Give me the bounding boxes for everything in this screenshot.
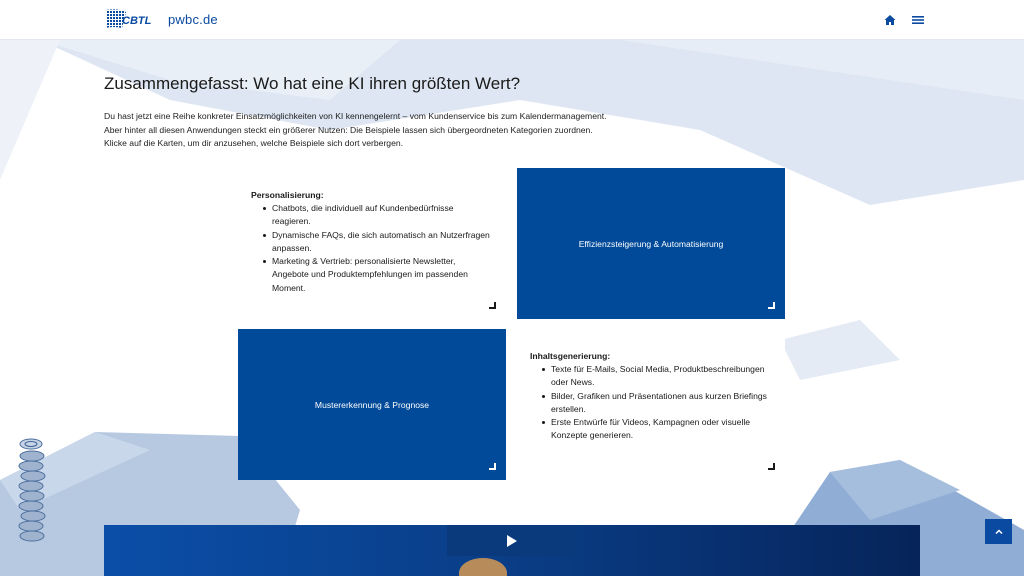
video-player[interactable]: [104, 525, 920, 576]
card-list: [530, 363, 771, 443]
coin-stack-icon: [18, 436, 46, 544]
logo-wordmark: CBTL: [122, 15, 152, 27]
intro-line: Klicke auf die Karten, um dir anzusehen, welche Beispiele sich dort verbergen.: [104, 138, 404, 148]
list-item: Bilder, Grafiken und Präsentationen aus kurzen Briefings erstellen.: [551, 390, 771, 417]
corner-arrow-icon: [489, 463, 496, 470]
corner-arrow-icon: [768, 463, 775, 470]
scroll-to-top-button[interactable]: [985, 519, 1012, 544]
intro-line: Aber hinter all diesen Anwendungen steckt ein größerer Nutzen: Die Beispiele lassen sich übergeordneten Kategorien zuordnen.: [104, 124, 593, 135]
card-inhaltsgenerierung[interactable]: [517, 329, 785, 480]
logo[interactable]: [104, 8, 218, 30]
card-mustererkennung[interactable]: [238, 329, 506, 480]
site-name[interactable]: pwbc.de: [168, 11, 218, 27]
chevron-up-icon: [994, 527, 1004, 537]
list-item: Erste Entwürfe für Videos, Kampagnen oder visuelle Konzepte generieren.: [551, 416, 771, 443]
menu-icon[interactable]: [910, 12, 926, 28]
card-title: Inhaltsgenerierung:: [530, 351, 611, 361]
play-icon: [506, 534, 518, 548]
site-header: [0, 0, 1024, 40]
card-title: Personalisierung:: [251, 190, 324, 200]
corner-arrow-icon: [489, 302, 496, 309]
page-title: Zusammengefasst: Wo hat eine KI ihren größten Wert?: [104, 74, 521, 93]
home-icon[interactable]: [882, 12, 898, 28]
play-button[interactable]: [447, 525, 577, 556]
card-list: [251, 202, 492, 295]
logo-icon: [104, 8, 154, 30]
card-title: Effizienzsteigerung & Automatisierung: [578, 238, 724, 249]
list-item: Marketing & Vertrieb: personalisierte Newsletter, Angebote und Produktempfehlungen im passenden Moment.: [272, 255, 492, 295]
card-effizienz[interactable]: [517, 168, 785, 319]
intro-section: [104, 74, 724, 151]
card-title: Mustererkennung & Prognose: [314, 399, 430, 410]
list-item: Texte für E-Mails, Social Media, Produktbeschreibungen oder News.: [551, 363, 771, 390]
corner-arrow-icon: [768, 302, 775, 309]
list-item: Dynamische FAQs, die sich automatisch an Nutzerfragen anpassen.: [272, 229, 492, 256]
video-thumbnail-person: [459, 558, 507, 576]
intro-line: Du hast jetzt eine Reihe konkreter Einsatzmöglichkeiten von KI kennengelernt – vom Kundenservice bis zum Kalendermanagement.: [104, 111, 607, 121]
intro-paragraph: [104, 110, 724, 151]
list-item: Chatbots, die individuell auf Kundenbedürfnisse reagieren.: [272, 202, 492, 229]
card-personalisierung[interactable]: [238, 168, 506, 319]
